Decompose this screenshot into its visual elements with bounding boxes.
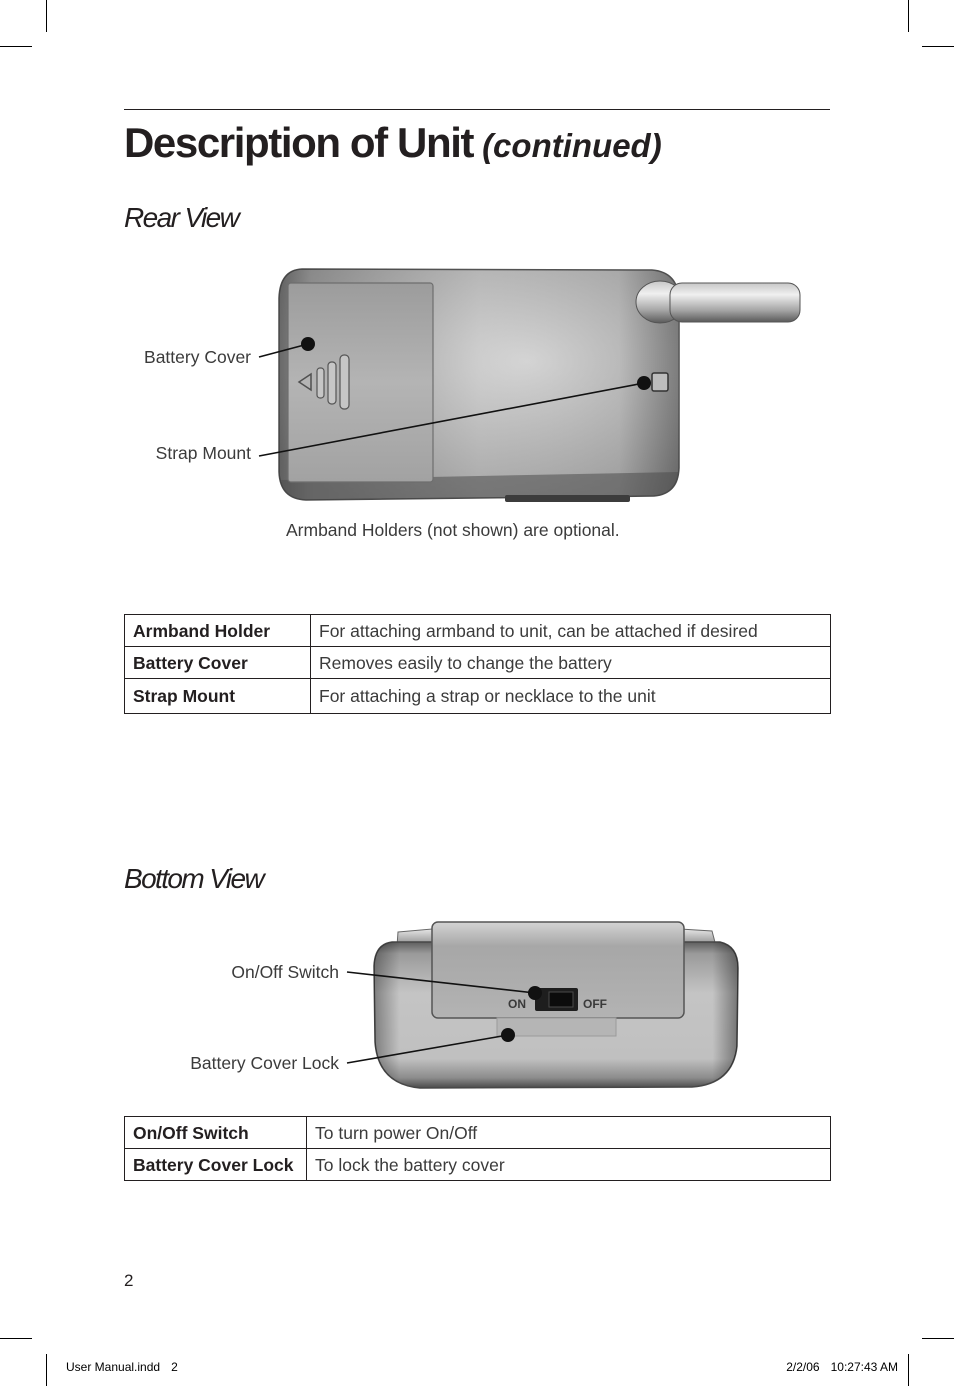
crop-mark bbox=[908, 1354, 909, 1386]
callout-dot-strap-mount bbox=[637, 376, 651, 390]
table-row-term: On/Off Switch bbox=[125, 1117, 307, 1149]
table-row-term: Battery Cover Lock bbox=[125, 1149, 307, 1181]
callout-on-off-switch: On/Off Switch bbox=[231, 962, 339, 982]
page-number: 2 bbox=[124, 1271, 134, 1290]
print-slug-timestamp bbox=[786, 1360, 898, 1374]
slug-date: 2/2/06 bbox=[786, 1360, 820, 1374]
page-title-main: Description of Unit bbox=[124, 119, 474, 166]
bottom-view-figure bbox=[340, 910, 750, 1100]
battery-cover-grip-ridge bbox=[317, 368, 324, 398]
battery-cover-panel bbox=[288, 283, 433, 482]
table-row-term: Battery Cover bbox=[125, 647, 311, 679]
crop-mark bbox=[922, 1338, 954, 1339]
switch-on-label: ON bbox=[508, 997, 526, 1011]
print-slug-file bbox=[66, 1360, 178, 1374]
strap-mount bbox=[652, 373, 668, 391]
crop-mark bbox=[0, 1338, 32, 1339]
antenna bbox=[670, 283, 800, 322]
table-row-description: Removes easily to change the battery bbox=[311, 647, 831, 679]
battery-cover-grip-ridge bbox=[328, 362, 336, 404]
page-title-suffix: (continued) bbox=[482, 127, 662, 164]
rear-view-heading: Rear View bbox=[124, 202, 239, 233]
table-row-description: To turn power On/Off bbox=[307, 1117, 831, 1149]
crop-mark bbox=[922, 46, 954, 47]
device-rear-foot bbox=[505, 495, 630, 502]
battery-cover-lock-recess bbox=[497, 1018, 616, 1036]
slug-file-name: User Manual.indd bbox=[66, 1360, 161, 1374]
slug-page: 2 bbox=[171, 1360, 178, 1374]
title-rule bbox=[124, 109, 830, 110]
table-row-description: To lock the battery cover bbox=[307, 1149, 831, 1181]
page-title bbox=[124, 119, 662, 167]
callout-dot-battery-cover-lock bbox=[501, 1028, 515, 1042]
switch-off-label: OFF bbox=[583, 997, 607, 1011]
slug-time: 10:27:43 AM bbox=[830, 1360, 898, 1374]
rear-view-figure bbox=[255, 255, 815, 515]
crop-mark bbox=[46, 0, 47, 32]
rear-view-parts-table bbox=[124, 614, 831, 714]
callout-dot-on-off-switch bbox=[528, 986, 542, 1000]
callout-battery-cover: Battery Cover bbox=[144, 347, 251, 367]
battery-cover-grip-ridge bbox=[340, 355, 349, 409]
crop-mark bbox=[0, 46, 32, 47]
on-off-switch-slider bbox=[549, 992, 573, 1007]
table-row-description: For attaching a strap or necklace to the unit bbox=[311, 679, 831, 714]
callout-battery-cover-lock: Battery Cover Lock bbox=[190, 1053, 339, 1073]
bottom-view-parts-table bbox=[124, 1116, 831, 1181]
table-row-description: For attaching armband to unit, can be attached if desired bbox=[311, 615, 831, 647]
table-row-term: Armband Holder bbox=[125, 615, 311, 647]
bottom-view-heading: Bottom View bbox=[124, 863, 264, 894]
rear-view-caption: Armband Holders (not shown) are optional. bbox=[286, 520, 620, 540]
crop-mark bbox=[46, 1354, 47, 1386]
callout-dot-battery-cover bbox=[301, 337, 315, 351]
table-row-term: Strap Mount bbox=[125, 679, 311, 714]
crop-mark bbox=[908, 0, 909, 32]
callout-strap-mount: Strap Mount bbox=[155, 443, 251, 463]
